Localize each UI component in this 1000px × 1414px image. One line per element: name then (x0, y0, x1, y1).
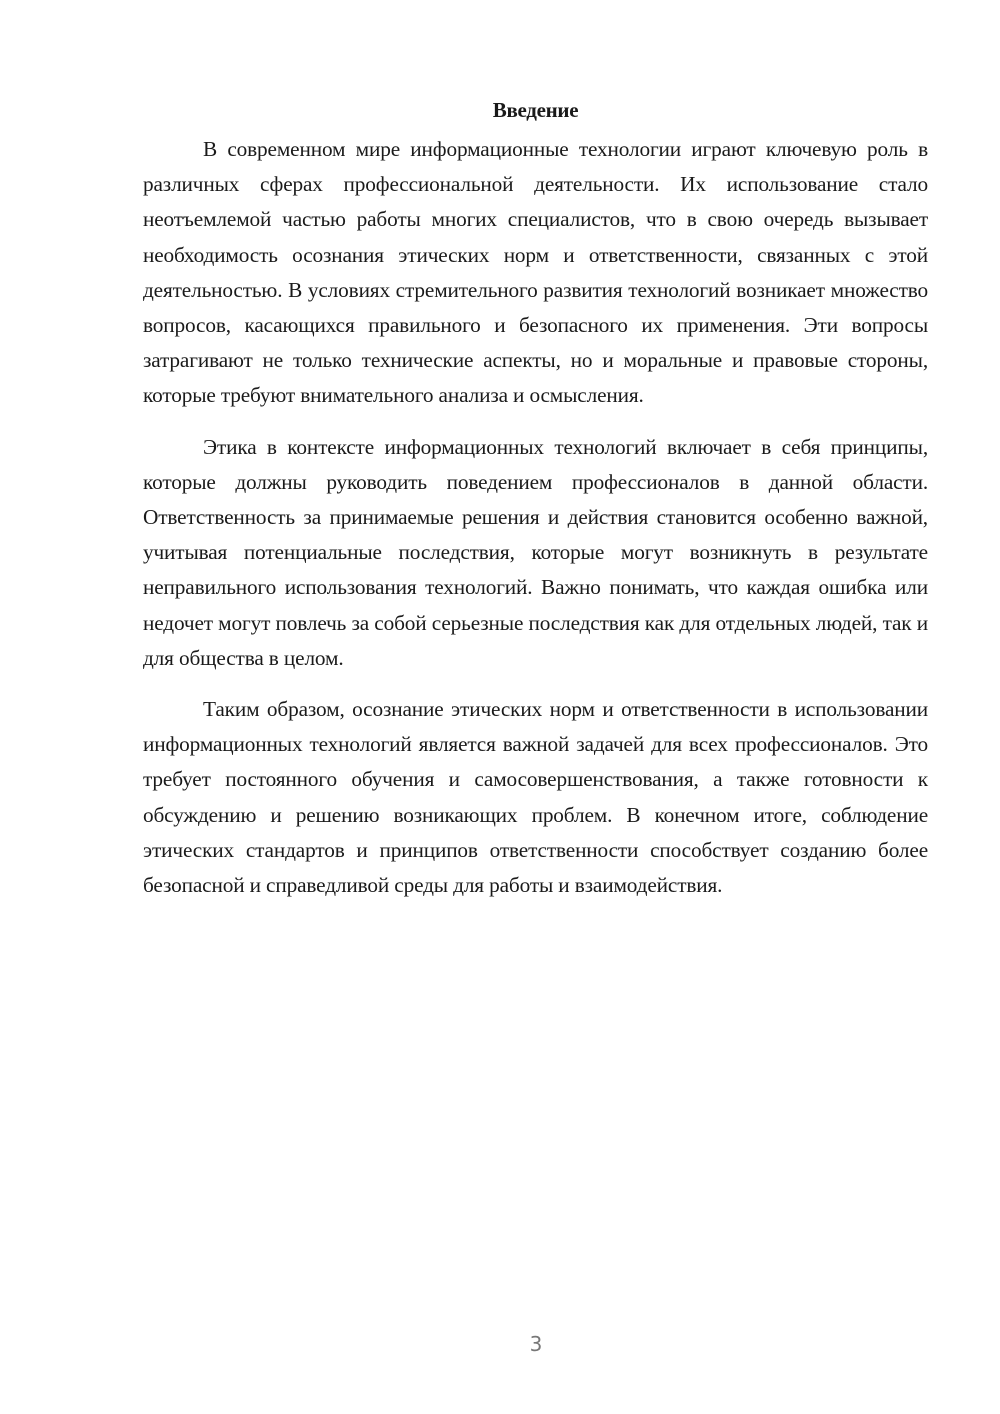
page-content (143, 92, 928, 903)
paragraph-2: Этика в контексте информационных технологий включает в себя принципы, которые должны руководить поведением профессионалов в данной области. Ответственность за принимаемые решения и действия становится особенно важной, учитывая потенциальные последствия, которые могут возникнуть в результате неправильного использования технологий. Важно понимать, что каждая ошибка или недочет могут повлечь за собой серьезные последствия как для отдельных людей, так и для общества в целом. (143, 434, 928, 670)
section-heading: Введение (492, 98, 579, 122)
paragraph-1: В современном мире информационные технологии играют ключевую роль в различных сферах профессиональной деятельности. Их использование стало неотъемлемой частью работы многих специалистов, что в свою очередь вызывает необходимость осознания этических норм и ответственности, связанных с этой деятельностью. В условиях стремительного развития технологий возникает множество вопросов, касающихся правильного и безопасного их применения. Эти вопросы затрагивают не только технические аспекты, но и моральные и правовые стороны, которые требуют внимательного анализа и осмысления. (143, 137, 928, 408)
page-number: 3 (529, 1332, 543, 1356)
paragraph-3: Таким образом, осознание этических норм и ответственности в использовании информационных технологий является важной задачей для всех профессионалов. Это требует постоянного обучения и самосовершенствования, а также готовности к обсуждению и решению возникающих проблем. В конечном итоге, соблюдение этических стандартов и принципов ответственности способствует созданию более безопасной и справедливой среды для работы и взаимодействия. (143, 697, 928, 898)
